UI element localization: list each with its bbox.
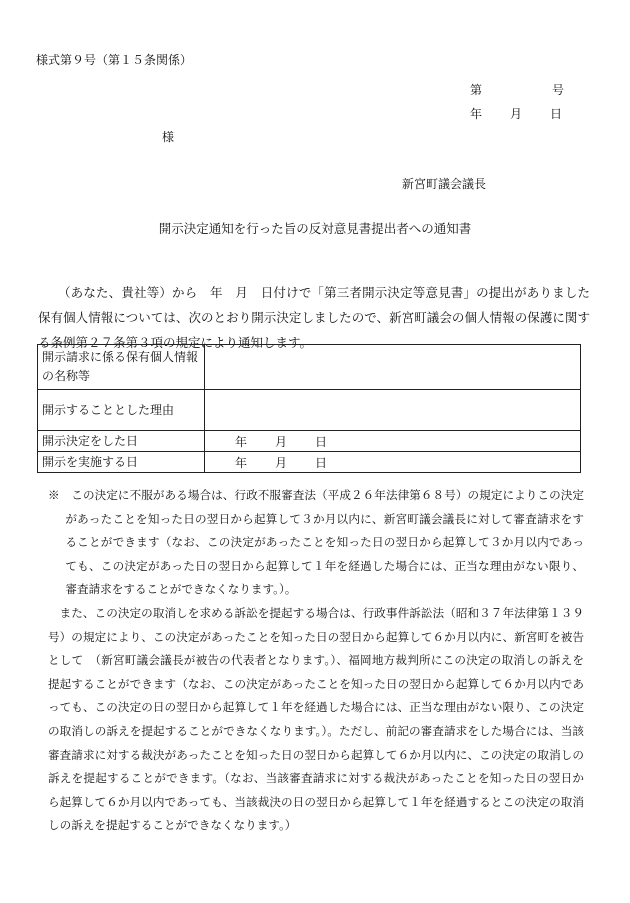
notes-section — [48, 484, 584, 838]
form-number: 様式第９号（第１５条関係） — [36, 53, 193, 67]
issue-date — [470, 105, 562, 122]
row-value — [205, 345, 581, 390]
decision-date-year: 年 — [235, 434, 248, 449]
row-label: 開示決定をした日 — [38, 431, 205, 452]
row-label: 開示請求に係る保有個人情報の名称等 — [38, 345, 205, 390]
decision-date — [205, 431, 581, 452]
document-title: 開示決定通知を行った旨の反対意見書提出者への通知書 — [158, 221, 472, 236]
row-label: 開示することとした理由 — [38, 390, 205, 431]
implementation-date-year: 年 — [235, 455, 248, 470]
appeal-note: ※ この決定に不服がある場合は、行政不服審査法（平成２６年法律第６８号）の規定によりこの決定があったことを知った日の翌日から起算して３か月以内に、新宮町議会議長に対して審査請求をすることができます（なお、この決定があったことを知った日の翌日から起算して３か月以内であっても、この決定があった日の翌日から起算して１年を経過した場合には、正当な理由がない限り、審査請求をすることができなくなります。）。 — [48, 488, 584, 597]
table-row — [38, 345, 581, 390]
issue-date-year: 年 — [470, 107, 483, 121]
decision-date-day: 日 — [315, 434, 328, 449]
disclosure-info-table — [37, 344, 581, 473]
document-number-suffix: 号 — [552, 83, 565, 97]
document-number — [470, 81, 565, 98]
decision-date-month: 月 — [275, 434, 288, 449]
issue-date-day: 日 — [550, 107, 563, 121]
addressee: 様 — [162, 130, 175, 144]
table-row — [38, 452, 581, 473]
document-number-prefix: 第 — [470, 83, 483, 97]
implementation-date-day: 日 — [315, 455, 328, 470]
lawsuit-note: また、この決定の取消しを求める訴訟を提起する場合は、行政事件訴訟法（昭和３７年法律第１３９号）の規定により、この決定があったことを知った日の翌日から起算して６か月以内に、新宮町を被告として （新宮町議会議長が被告の代表者となります。）、福岡地方裁判所にこの決定の取消しの訴えを提起することができます（なお、この決定があったことを知った日の翌日から起算して６か月以内であっても、この決定の日の翌日から起算して１年を経過した場合には、正当な理由がない限り、この決定の取消しの訴えを提起することができなくなります。）。ただし、前記の審査請求をした場合には、当該審査請求に対する裁決があったことを知った日の翌日から起算して６か月以内に、この決定の取消しの訴えを提起することができます。（なお、当該審査請求に対する裁決があったことを知った日の翌日から起算して６か月以内であっても、当該裁決の日の翌日から起算して１年を経過するとこの決定の取消しの訴えを提起することができなくなります。） — [48, 605, 584, 833]
row-label: 開示を実施する日 — [38, 452, 205, 473]
table-row — [38, 431, 581, 452]
row-value — [205, 390, 581, 431]
issue-date-month: 月 — [510, 107, 523, 121]
implementation-date-month: 月 — [275, 455, 288, 470]
intro-paragraph: （あなた、貴社等）から 年 月 日付けで「第三者開示決定等意見書」の提出がありました保有個人情報については、次のとおり開示決定しましたので、新宮町議会の個人情報の保護に関する条例第２７条第３項の規定により通知します。 — [38, 284, 590, 350]
sender: 新宮町議会議長 — [402, 177, 487, 191]
implementation-date — [205, 452, 581, 473]
table-row — [38, 390, 581, 431]
